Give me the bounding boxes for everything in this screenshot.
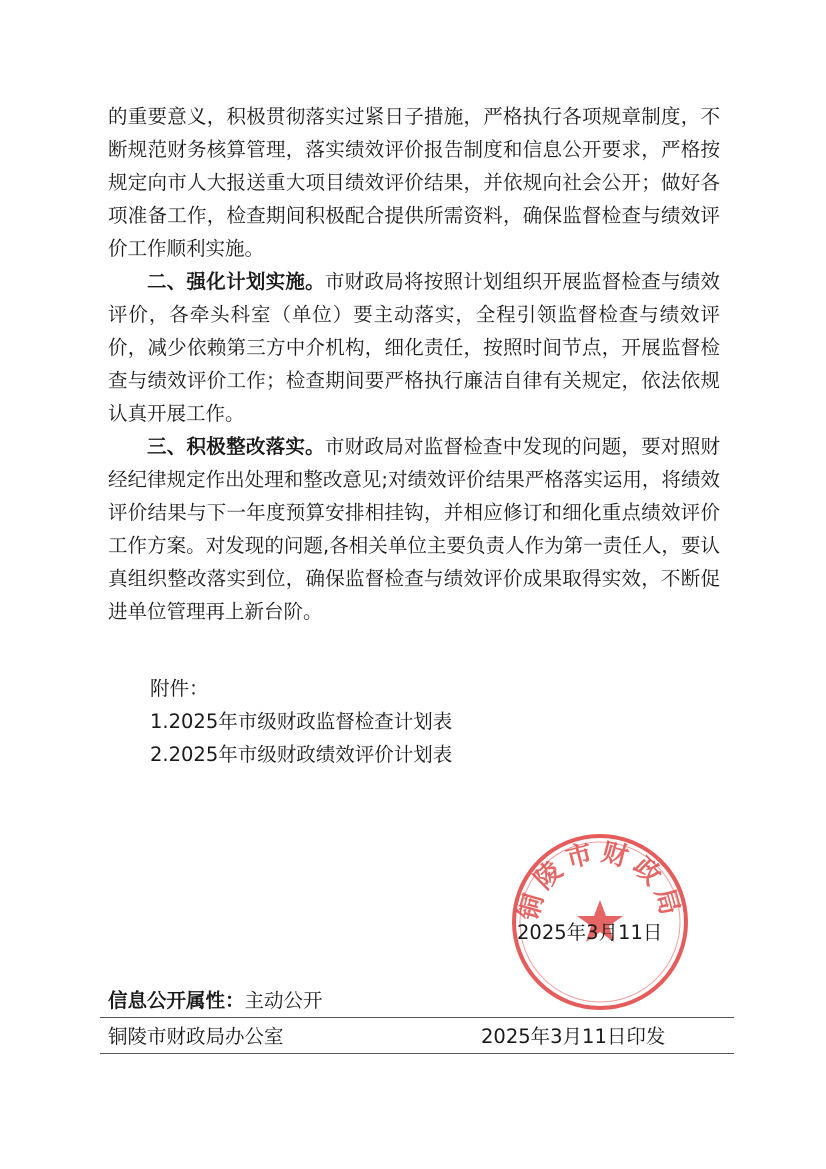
paragraph-1: 的重要意义，积极贯彻落实过紧日子措施，严格执行各项规章制度，不断规范财务核算管理，落实绩效评价报告制度和信息公开要求，严格按规定向市人大报送重大项目绩效评价结果，并依规向社会公开；做好各项准备工作，检查期间积极配合提供所需资料，确保监督检查与绩效评价工作顺利实施。	[108, 105, 720, 260]
paragraph-2-text: 市财政局将按照计划组织开展监督检查与绩效评价，各牵头科室（单位）要主动落实，全程引领监督检查与绩效评价，减少依赖第三方中介机构，细化责任，按照时间节点，开展监督检查与绩效评价工作；检查期间要严格执行廉洁自律有关规定，依法依规认真开展工作。	[108, 270, 720, 425]
paragraph-2	[108, 265, 720, 430]
footer-bottom-rule	[100, 1053, 734, 1054]
footer-issue-date: 2025年3月11日印发	[481, 1025, 666, 1048]
svg-text:铜陵市财政局: 铜陵市财政局	[513, 837, 687, 924]
attachments	[150, 672, 452, 771]
attachment-item-1: 1.2025年市级财政监督检查计划表	[150, 710, 453, 733]
paragraph-3-heading: 三、积极整改落实。	[147, 435, 325, 458]
attachment-item-2: 2.2025年市级财政绩效评价计划表	[150, 743, 453, 766]
attachments-label: 附件：	[150, 677, 209, 700]
paragraph-2-heading: 二、强化计划实施。	[147, 270, 325, 293]
body-text	[108, 100, 720, 628]
disclosure-attribute	[108, 986, 323, 1016]
footer-top-rule	[100, 1017, 734, 1018]
signature-date: 2025年3月11日	[517, 921, 663, 944]
footer-issuer: 铜陵市财政局办公室	[108, 1025, 284, 1048]
disclosure-value: 主动公开	[244, 989, 323, 1012]
disclosure-label: 信息公开属性：	[108, 989, 245, 1012]
paragraph-3-text: 市财政局对监督检查中发现的问题，要对照财经纪律规定作出处理和整改意见;对绩效评价结果严格落实运用，将绩效评价结果与下一年度预算安排相挂钩，并相应修订和细化重点绩效评价工作方案。对发现的问题,各相关单位主要负责人作为第一责任人，要认真组织整改落实到位，确保监督检查与绩效评价成果取得实效，不断促进单位管理再上新台阶。	[108, 435, 720, 623]
paragraph-3	[108, 430, 720, 628]
